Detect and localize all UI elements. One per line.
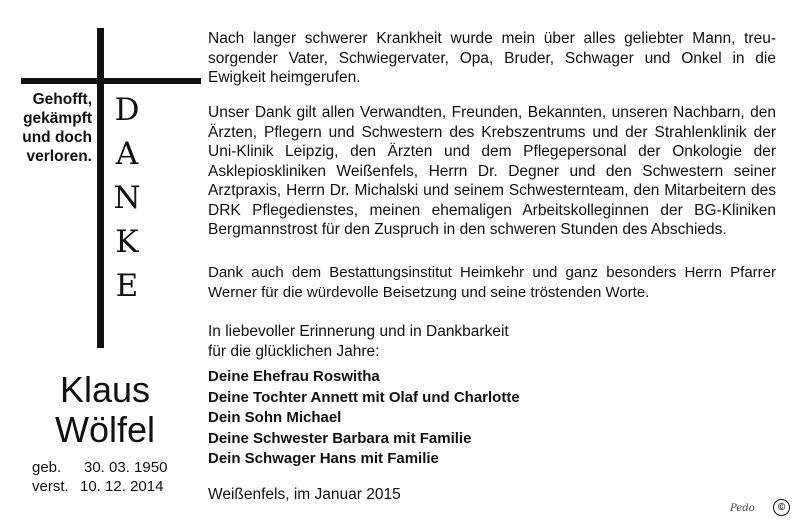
danke-letter: D	[114, 92, 140, 128]
born-date: 30. 03. 1950	[84, 459, 168, 476]
family-member: Dein Schwager Hans mit Familie	[208, 450, 439, 467]
funeral-thanks-paragraph: Dank auch dem Bestattungsinstitut Heimkehr und ganz besonders Herrn Pfarrer Werner für die würdevolle Beisetzung und seine tröstenden Worte.	[208, 264, 776, 301]
remembrance-text	[208, 322, 776, 361]
danke-letter: N	[113, 180, 141, 216]
died-label: verst.	[32, 478, 69, 495]
life-dates	[32, 458, 167, 496]
family-member: Deine Ehefrau Roswitha	[208, 368, 380, 385]
danke-letter: K	[115, 224, 139, 260]
family-member: Dein Sohn Michael	[208, 409, 342, 426]
place-and-date: Weißenfels, im Januar 2015	[208, 486, 401, 503]
danke-vertical	[112, 88, 142, 308]
last-name: Wölfel	[54, 409, 156, 450]
birth-row	[32, 458, 167, 477]
family-member: Deine Tochter Annett mit Olaf und Charlotte	[208, 388, 520, 406]
family-member: Deine Schwester Barbara mit Familie	[208, 429, 472, 447]
cross-horizontal-bar	[21, 78, 201, 84]
born-label: geb.	[32, 459, 62, 476]
designer-signature: Pedo	[730, 503, 755, 514]
danke-letter: E	[115, 268, 139, 304]
cross-vertical-bar	[97, 28, 104, 348]
motto-line: verloren.	[26, 148, 92, 165]
intro-paragraph: Nach langer schwerer Krankheit wurde mein über alles geliebter Mann, treusorgender Vater, Schwiegervater, Opa, Bruder, Schwager und Onkel in die Ewigkeit heimgerufen.	[208, 30, 776, 86]
family-list	[208, 367, 520, 470]
deceased-name	[35, 370, 175, 450]
remembrance-line: In liebevoller Erinnerung und in Dankbarkeit	[208, 323, 509, 340]
remembrance-line: für die glücklichen Jahre:	[208, 342, 380, 360]
death-row	[32, 477, 167, 496]
motto-line: gekämpft	[23, 110, 92, 127]
died-date: 10. 12. 2014	[80, 478, 164, 495]
danke-letter: A	[115, 136, 139, 172]
copyright-icon: ©	[773, 499, 790, 516]
motto-line: und doch	[22, 129, 92, 146]
thanks-paragraph: Unser Dank gilt allen Verwandten, Freunden, Bekannten, unseren Nachbarn, den Ärzten, Pflegern und Schwestern des Krebszentrums und der Strahlenklinik der Uni-Klinik Leipzig, den Ärzten und dem Pflegepersonal der Onkologie der Asklepioskliniken Weißenfels, Herrn Dr. Degner und den Schwestern seiner Arztpraxis, Herrn Dr. Michalski und seinem Schwesternteam, den Mitarbeitern des DRK Pflegedienstes, meinen ehemaligen Arbeitskolleginnen der BG-Kliniken Bergmannstrost für den Zuspruch in den schweren Stunden des Abschieds.	[208, 104, 776, 238]
first-name: Klaus	[59, 369, 151, 410]
motto	[8, 90, 92, 166]
motto-line: Gehofft,	[32, 91, 92, 108]
